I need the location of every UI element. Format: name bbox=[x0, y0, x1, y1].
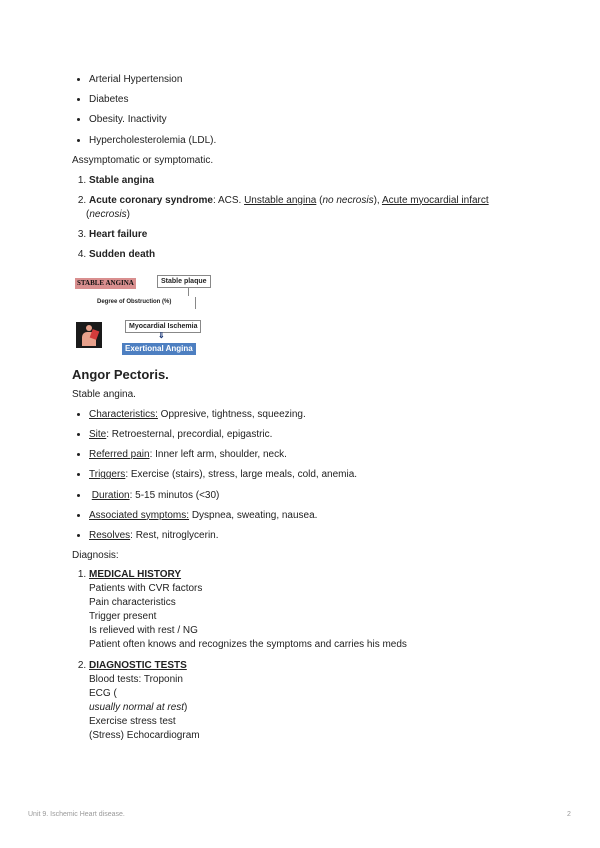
paren: ( bbox=[86, 208, 90, 220]
list-item bbox=[89, 174, 532, 188]
paren: ), bbox=[373, 194, 382, 206]
test-line: Exercise stress test bbox=[89, 716, 176, 728]
paren: ) bbox=[126, 208, 130, 220]
arrow-down-icon: ⇓ bbox=[158, 330, 165, 340]
head-shape bbox=[86, 325, 92, 331]
item-sudden-death: Sudden death bbox=[89, 248, 156, 260]
myocardial-ischemia-box: Myocardial Ischemia bbox=[125, 320, 201, 333]
list-item bbox=[89, 405, 532, 425]
chest-pain-patient-image bbox=[76, 322, 102, 348]
heart-icon bbox=[90, 329, 100, 340]
list-item: • Hypercholesterolemia (LDL). bbox=[89, 131, 532, 151]
list-item bbox=[86, 194, 532, 222]
list-item bbox=[89, 506, 532, 526]
angor-list bbox=[72, 405, 532, 546]
stable-plaque-box: Stable plaque bbox=[157, 275, 211, 288]
item-acs-sep: : ACS. bbox=[212, 194, 245, 206]
diagnosis-list bbox=[72, 568, 532, 743]
item-label: Site bbox=[89, 428, 107, 440]
test-line: ECG ( bbox=[89, 688, 117, 700]
no-necrosis-text: no necrosis bbox=[322, 194, 374, 206]
list-item bbox=[89, 659, 532, 743]
risk-factor-list bbox=[72, 70, 532, 151]
obstruction-label: Degree of Obstruction (%) bbox=[97, 298, 172, 305]
list-item bbox=[89, 486, 532, 506]
item-stable-angina: Stable angina bbox=[89, 174, 155, 186]
list-item: • Obesity. Inactivity bbox=[89, 110, 532, 130]
test-line-italic: usually normal at rest bbox=[89, 702, 185, 714]
item-text: : Retroesternal, precordial, epigastric. bbox=[106, 428, 273, 440]
necrosis-text: necrosis bbox=[89, 208, 127, 220]
test-line: Blood tests: Troponin bbox=[89, 674, 183, 686]
stable-angina-diagram bbox=[72, 268, 532, 360]
angor-subtitle: Stable angina. bbox=[72, 388, 136, 400]
history-line: Is relieved with rest / NG bbox=[89, 625, 198, 637]
presentation-line: Assymptomatic or symptomatic. bbox=[72, 154, 214, 166]
diagnostic-tests-title: DIAGNOSTIC TESTS bbox=[89, 660, 187, 672]
item-label: Duration bbox=[91, 489, 130, 501]
item-text: : Inner left arm, shoulder, neck. bbox=[149, 449, 287, 461]
history-line: Patient often knows and recognizes the symptoms and carries his meds bbox=[89, 639, 407, 651]
presentation-list bbox=[72, 174, 532, 262]
list-item: • Arterial Hypertension bbox=[89, 70, 532, 90]
connector-line bbox=[188, 288, 189, 296]
list-item bbox=[89, 228, 532, 242]
paren: ) bbox=[184, 702, 188, 714]
test-line: (Stress) Echocardiogram bbox=[89, 730, 200, 742]
item-text: Oppresive, tightness, squeezing. bbox=[157, 408, 306, 420]
medical-history-title: MEDICAL HISTORY bbox=[89, 569, 182, 581]
item-text: : 5-15 minutos (<30) bbox=[129, 489, 220, 501]
list-item bbox=[89, 465, 532, 485]
item-text: Dyspnea, sweating, nausea. bbox=[189, 509, 318, 521]
list-item bbox=[89, 425, 532, 445]
angor-title: Angor Pectoris. bbox=[72, 366, 169, 382]
list-item bbox=[89, 248, 532, 262]
history-line: Patients with CVR factors bbox=[89, 583, 203, 595]
list-item bbox=[89, 445, 532, 465]
page-content bbox=[72, 70, 532, 749]
divider bbox=[195, 297, 196, 309]
exertional-angina-box: Exertional Angina bbox=[122, 343, 196, 355]
item-label: Characteristics: bbox=[89, 408, 158, 420]
item-text: : Rest, nitroglycerin. bbox=[130, 529, 219, 541]
diagnosis-label: Diagnosis: bbox=[72, 550, 119, 562]
stable-angina-label: STABLE ANGINA bbox=[77, 278, 134, 287]
item-label: Resolves bbox=[89, 529, 131, 541]
list-item bbox=[89, 526, 532, 546]
footer-unit-title: Unit 9. Ischemic Heart disease. bbox=[28, 811, 125, 818]
item-label: Associated symptoms: bbox=[89, 509, 190, 521]
history-line: Trigger present bbox=[89, 611, 157, 623]
item-label: Triggers bbox=[89, 469, 126, 481]
history-line: Pain characteristics bbox=[89, 597, 176, 609]
acute-mi-link: Acute myocardial infarct bbox=[381, 194, 489, 206]
list-item bbox=[89, 568, 532, 652]
unstable-angina-link: Unstable angina bbox=[244, 194, 317, 206]
list-item: • Diabetes bbox=[89, 90, 532, 110]
item-label: Referred pain bbox=[89, 449, 150, 461]
page-number: 2 bbox=[567, 811, 571, 818]
item-heart-failure: Heart failure bbox=[89, 228, 148, 240]
item-text: : Exercise (stairs), stress, large meals, cold, anemia. bbox=[125, 469, 358, 481]
paren: ( bbox=[316, 194, 323, 206]
item-acs: Acute coronary syndrome bbox=[89, 194, 213, 206]
